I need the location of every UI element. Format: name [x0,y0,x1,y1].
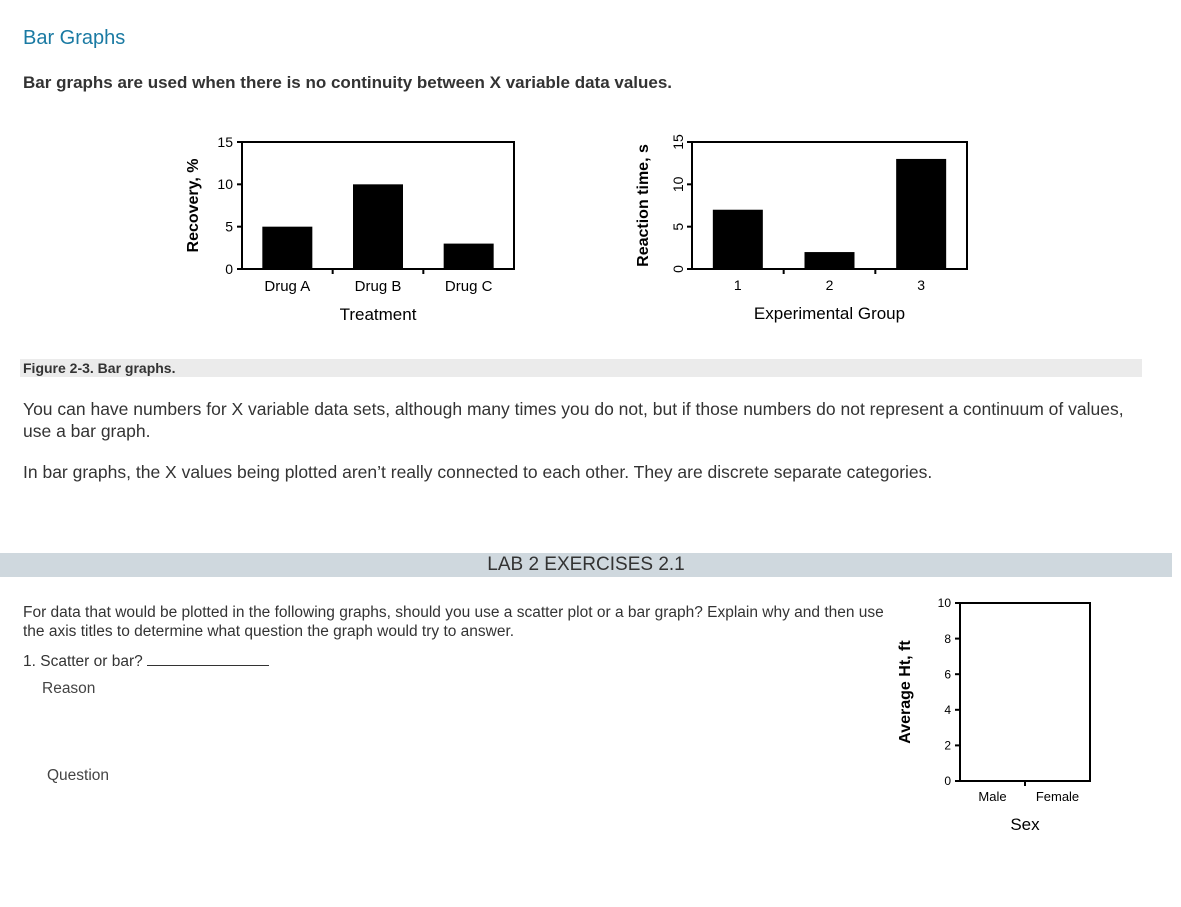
figure-caption-bar [20,359,1142,377]
question-1-label: 1. Scatter or bar? [23,653,143,670]
bar-drug-b [353,184,403,269]
y-tick-label: 5 [225,218,233,235]
y-tick-label: 4 [944,703,951,717]
y-tick-label: 5 [669,222,686,231]
y-axis-title: Average Ht, ft [897,640,914,744]
bar-1 [713,210,763,269]
chart-svg [895,595,1095,845]
bar-3 [896,159,946,269]
chart-reaction-time [630,128,980,328]
y-tick-label: 0 [944,774,951,789]
x-tick-label: Female [1035,789,1080,804]
x-tick-label: Drug B [354,278,402,295]
question-label: Question [47,767,110,784]
x-axis-title: Treatment [339,305,417,324]
paragraph-1: You can have numbers for X variable data sets, although many times you do not, but if those numbers do not represent a continuum of values, use a bar graph. [23,399,1124,441]
x-tick-label: Drug A [264,278,311,295]
x-tick-label: 2 [825,277,834,293]
section-title: Bar Graphs [23,27,126,49]
y-axis-title: Recovery, % [185,158,202,253]
lab-title: LAB 2 EXERCISES 2.1 [487,554,685,575]
y-tick-label: 15 [217,133,233,150]
y-tick-label: 10 [669,176,686,193]
y-tick-label: 0 [669,265,686,273]
reason-label: Reason [42,680,96,697]
chart-svg [630,128,980,328]
y-tick-label: 15 [669,134,686,150]
y-axis-title: Reaction time, s [635,144,652,267]
y-tick-label: 8 [944,631,951,646]
x-axis-title: Sex [1010,815,1040,834]
chart-svg [180,128,530,328]
question-1 [23,651,269,671]
y-tick-label: 10 [937,596,951,611]
bar-drug-c [444,244,494,269]
x-tick-label: 1 [733,277,742,293]
intro-text: Bar graphs are used when there is no continuity between X variable data values. [23,73,673,92]
x-tick-label: 3 [917,277,926,293]
chart-average-height [895,595,1095,845]
figure-caption: Figure 2-3. Bar graphs. [23,360,176,376]
bar-drug-a [262,227,312,269]
y-tick-label: 2 [944,738,951,753]
y-tick-label: 10 [217,176,233,193]
x-tick-label: Drug C [444,278,493,295]
exercise-intro: For data that would be plotted in the following graphs, should you use a scatter plot or a bar graph? Explain why and then use the axis titles to determine what question the graph would try to answer. [23,604,884,640]
y-tick-label: 6 [944,667,951,682]
y-tick-label: 0 [225,260,233,277]
paragraph-2: In bar graphs, the X values being plotted aren’t really connected to each other. They are discrete separate categories. [23,462,933,482]
bar-2 [805,252,855,269]
chart-recovery [180,128,530,328]
x-tick-label: Male [978,789,1007,804]
answer-blank[interactable] [147,651,269,666]
plot-frame [960,603,1090,781]
lab-header-bar [0,553,1172,577]
x-axis-title: Experimental Group [753,304,906,323]
